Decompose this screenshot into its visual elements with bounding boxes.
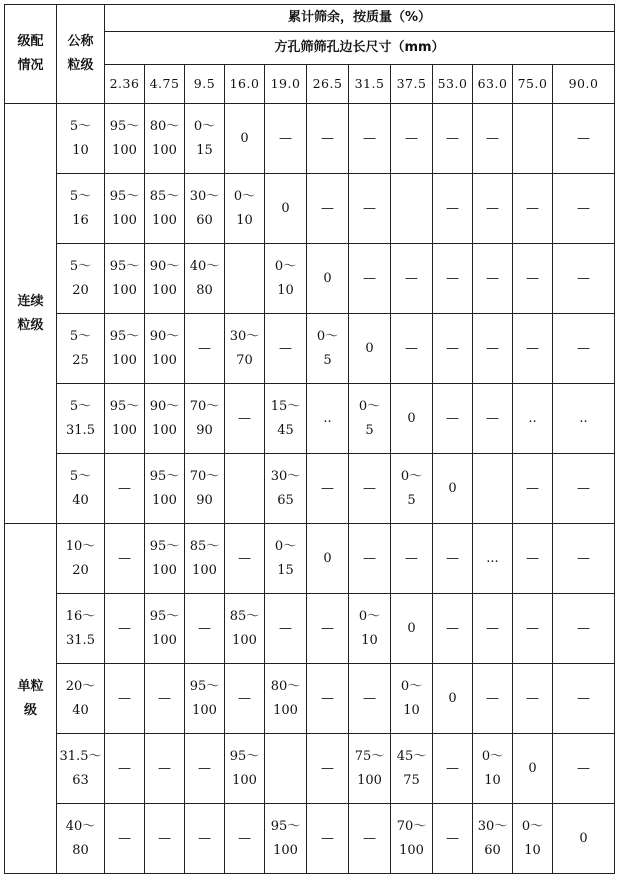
header-row-1 (5, 5, 615, 32)
retained-value-cell: — (513, 244, 553, 314)
sieve-size-header: 9.5 (185, 65, 225, 104)
retained-value-cell: — (349, 244, 391, 314)
retained-value-cell: — (105, 804, 145, 874)
retained-value-cell: — (553, 524, 615, 594)
retained-value-cell: 95～ 100 (105, 244, 145, 314)
retained-value-cell: — (473, 244, 513, 314)
sieve-size-header: 37.5 (391, 65, 433, 104)
header-nominal-size: 公称 粒级 (57, 5, 105, 104)
grade-group-label: 单粒 级 (5, 524, 57, 874)
table-row (5, 524, 615, 594)
retained-value-cell: 0～ 10 (473, 734, 513, 804)
nominal-size-cell: 5～ 31.5 (57, 384, 105, 454)
retained-value-cell: 0 (513, 734, 553, 804)
retained-value-cell: 90～ 100 (145, 384, 185, 454)
retained-value-cell (513, 104, 553, 174)
retained-value-cell: 95～ 100 (145, 524, 185, 594)
retained-value-cell: — (513, 454, 553, 524)
retained-value-cell: — (513, 174, 553, 244)
retained-value-cell: — (307, 104, 349, 174)
retained-value-cell: — (433, 104, 473, 174)
retained-value-cell: — (553, 314, 615, 384)
retained-value-cell: 15～ 45 (265, 384, 307, 454)
retained-value-cell: 40～ 80 (185, 244, 225, 314)
nominal-size-cell: 40～ 80 (57, 804, 105, 874)
retained-value-cell: — (553, 104, 615, 174)
retained-value-cell: 85～ 100 (145, 174, 185, 244)
nominal-size-cell: 16～ 31.5 (57, 594, 105, 664)
retained-value-cell: .. (307, 384, 349, 454)
retained-value-cell: 0 (349, 314, 391, 384)
retained-value-cell: — (553, 664, 615, 734)
retained-value-cell: — (433, 384, 473, 454)
retained-value-cell: — (473, 384, 513, 454)
retained-value-cell: 0 (433, 664, 473, 734)
retained-value-cell: 0 (307, 244, 349, 314)
retained-value-cell: 70～ 90 (185, 454, 225, 524)
retained-value-cell: — (391, 104, 433, 174)
retained-value-cell: 0～ 15 (185, 104, 225, 174)
retained-value-cell: 80～ 100 (145, 104, 185, 174)
retained-value-cell: 0～ 10 (225, 174, 265, 244)
table-row (5, 314, 615, 384)
sieve-size-header: 2.36 (105, 65, 145, 104)
retained-value-cell: — (513, 314, 553, 384)
retained-value-cell: 80～ 100 (265, 664, 307, 734)
retained-value-cell: 95～ 100 (105, 314, 145, 384)
retained-value-cell: 0 (225, 104, 265, 174)
retained-value-cell: — (307, 734, 349, 804)
retained-value-cell: 95～ 100 (265, 804, 307, 874)
retained-value-cell: 85～ 100 (225, 594, 265, 664)
retained-value-cell: 0～ 5 (391, 454, 433, 524)
retained-value-cell: — (513, 664, 553, 734)
grading-table (4, 4, 615, 874)
retained-value-cell: 95～ 100 (145, 454, 185, 524)
retained-value-cell: 75～ 100 (349, 734, 391, 804)
retained-value-cell: — (105, 664, 145, 734)
table-row (5, 244, 615, 314)
retained-value-cell: — (433, 314, 473, 384)
retained-value-cell: .. (553, 384, 615, 454)
retained-value-cell: 0～ 10 (349, 594, 391, 664)
retained-value-cell (391, 174, 433, 244)
retained-value-cell: — (307, 454, 349, 524)
table-row (5, 454, 615, 524)
retained-value-cell: — (145, 804, 185, 874)
retained-value-cell: 0～ 5 (307, 314, 349, 384)
retained-value-cell: 0～ 15 (265, 524, 307, 594)
retained-value-cell: — (553, 244, 615, 314)
retained-value-cell (265, 734, 307, 804)
retained-value-cell: 95～ 100 (105, 384, 145, 454)
header-cumulative-retained: 累计筛余，按质量（%） (105, 5, 615, 32)
retained-value-cell: — (145, 664, 185, 734)
retained-value-cell: 0～ 10 (391, 664, 433, 734)
retained-value-cell: 70～ 90 (185, 384, 225, 454)
retained-value-cell: — (473, 174, 513, 244)
retained-value-cell: 0 (307, 524, 349, 594)
sieve-size-header: 90.0 (553, 65, 615, 104)
retained-value-cell: — (349, 804, 391, 874)
retained-value-cell (225, 244, 265, 314)
retained-value-cell: — (391, 314, 433, 384)
table-row (5, 104, 615, 174)
retained-value-cell: — (265, 594, 307, 664)
retained-value-cell: — (265, 314, 307, 384)
retained-value-cell: — (105, 454, 145, 524)
retained-value-cell (225, 454, 265, 524)
retained-value-cell: 95～ 100 (225, 734, 265, 804)
retained-value-cell: 95～ 100 (105, 104, 145, 174)
retained-value-cell: — (433, 174, 473, 244)
retained-value-cell: — (105, 524, 145, 594)
table-row (5, 594, 615, 664)
retained-value-cell: — (105, 734, 145, 804)
retained-value-cell: 70～ 100 (391, 804, 433, 874)
retained-value-cell: 0～ 10 (265, 244, 307, 314)
retained-value-cell: 45～ 75 (391, 734, 433, 804)
retained-value-cell: — (225, 804, 265, 874)
retained-value-cell: — (473, 104, 513, 174)
retained-value-cell: 0 (433, 454, 473, 524)
retained-value-cell: 0 (391, 384, 433, 454)
retained-value-cell: — (553, 734, 615, 804)
retained-value-cell: — (349, 104, 391, 174)
retained-value-cell: — (513, 524, 553, 594)
sieve-size-header: 63.0 (473, 65, 513, 104)
nominal-size-cell: 31.5～ 63 (57, 734, 105, 804)
retained-value-cell: — (433, 804, 473, 874)
retained-value-cell: — (391, 244, 433, 314)
sieve-size-header: 19.0 (265, 65, 307, 104)
retained-value-cell: — (349, 454, 391, 524)
retained-value-cell: — (433, 244, 473, 314)
retained-value-cell: — (349, 524, 391, 594)
retained-value-cell: — (145, 734, 185, 804)
retained-value-cell: — (307, 664, 349, 734)
nominal-size-cell: 5～ 10 (57, 104, 105, 174)
retained-value-cell: 85～ 100 (185, 524, 225, 594)
retained-value-cell: 95～ 100 (145, 594, 185, 664)
retained-value-cell: — (349, 664, 391, 734)
retained-value-cell: 0 (391, 594, 433, 664)
nominal-size-cell: 5～ 16 (57, 174, 105, 244)
sieve-size-header: 53.0 (433, 65, 473, 104)
sieve-size-header: 4.75 (145, 65, 185, 104)
retained-value-cell: 95～ 100 (105, 174, 145, 244)
retained-value-cell: — (105, 594, 145, 664)
retained-value-cell: 30～ 60 (473, 804, 513, 874)
retained-value-cell: — (433, 594, 473, 664)
retained-value-cell: — (553, 454, 615, 524)
table-body (5, 104, 615, 874)
retained-value-cell: 95～ 100 (185, 664, 225, 734)
retained-value-cell: 30～ 65 (265, 454, 307, 524)
retained-value-cell: — (553, 594, 615, 664)
nominal-size-cell: 5～ 40 (57, 454, 105, 524)
table-row (5, 734, 615, 804)
retained-value-cell: 90～ 100 (145, 314, 185, 384)
header-sieve-size: 方孔筛筛孔边长尺寸（mm） (105, 32, 615, 65)
table-row (5, 174, 615, 244)
retained-value-cell: — (307, 174, 349, 244)
retained-value-cell: — (473, 594, 513, 664)
sieve-size-header: 75.0 (513, 65, 553, 104)
sieve-size-header: 16.0 (225, 65, 265, 104)
table-header (5, 5, 615, 104)
retained-value-cell: 0～ 10 (513, 804, 553, 874)
retained-value-cell: — (473, 664, 513, 734)
retained-value-cell: — (225, 524, 265, 594)
retained-value-cell: — (433, 734, 473, 804)
retained-value-cell (473, 454, 513, 524)
retained-value-cell: — (553, 174, 615, 244)
retained-value-cell: — (473, 314, 513, 384)
retained-value-cell: 30～ 60 (185, 174, 225, 244)
sieve-size-header: 31.5 (349, 65, 391, 104)
sieve-size-header: 26.5 (307, 65, 349, 104)
retained-value-cell: — (349, 174, 391, 244)
nominal-size-cell: 5～ 25 (57, 314, 105, 384)
retained-value-cell: — (433, 524, 473, 594)
retained-value-cell: — (185, 734, 225, 804)
nominal-size-cell: 10～ 20 (57, 524, 105, 594)
retained-value-cell: — (185, 594, 225, 664)
retained-value-cell: — (225, 384, 265, 454)
table-row (5, 384, 615, 454)
nominal-size-cell: 20～ 40 (57, 664, 105, 734)
retained-value-cell: — (185, 314, 225, 384)
retained-value-cell: — (265, 104, 307, 174)
retained-value-cell: — (307, 594, 349, 664)
retained-value-cell: 0～ 5 (349, 384, 391, 454)
nominal-size-cell: 5～ 20 (57, 244, 105, 314)
retained-value-cell: — (513, 594, 553, 664)
grade-group-label: 连续 粒级 (5, 104, 57, 524)
retained-value-cell: 0 (553, 804, 615, 874)
table-row (5, 804, 615, 874)
header-grade-status: 级配 情况 (5, 5, 57, 104)
retained-value-cell: 0 (265, 174, 307, 244)
retained-value-cell: .. (513, 384, 553, 454)
retained-value-cell: — (307, 804, 349, 874)
retained-value-cell: 90～ 100 (145, 244, 185, 314)
table-row (5, 664, 615, 734)
retained-value-cell: 30～ 70 (225, 314, 265, 384)
retained-value-cell: ... (473, 524, 513, 594)
retained-value-cell: — (185, 804, 225, 874)
retained-value-cell: — (225, 664, 265, 734)
retained-value-cell: — (391, 524, 433, 594)
